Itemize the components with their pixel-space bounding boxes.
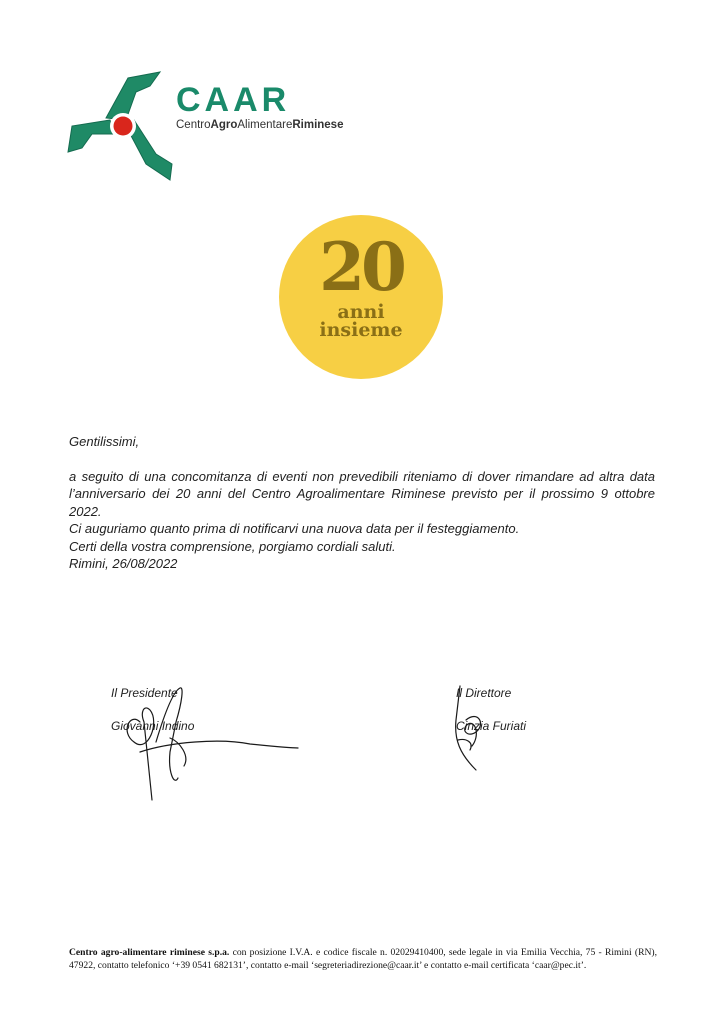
badge-line-1: anni (337, 301, 385, 323)
brand (176, 82, 343, 131)
director-signature-icon (446, 680, 506, 780)
director-name: Cinzia Furiati (456, 719, 527, 733)
footer (69, 946, 657, 972)
letter-line: 2022. (69, 503, 102, 519)
brand-subtitle (176, 119, 343, 131)
letter-line: Certi della vostra comprensione, porgiamo cordiali saluti. (69, 538, 396, 554)
president-title: Il Presidente (111, 686, 178, 700)
anniversary-badge (279, 215, 443, 379)
caar-logo-icon (66, 68, 176, 188)
letter-line: Ci auguriamo quanto prima di notificarvi una nuova data per il festeggiamento. (69, 521, 520, 536)
greeting: Gentilissimi, (69, 434, 140, 449)
brand-sub-part: Centro (176, 119, 211, 131)
letter-body (69, 433, 655, 573)
brand-sub-part: Riminese (292, 119, 344, 131)
footer-company: Centro agro-alimentare riminese s.p.a. (69, 947, 230, 958)
letter-line: a seguito di una concomitanza di eventi non prevedibili riteniamo di dover rimandare ad altra data (69, 468, 655, 484)
badge-line-2: insieme (319, 319, 403, 341)
brand-sub-part: Agro (210, 119, 238, 131)
director-title: Il Direttore (456, 686, 512, 700)
letter-line: l’anniversario dei 20 anni del Centro Agroalimentare Riminese previsto per il prossimo 9 ottobre (69, 486, 655, 501)
brand-sub-part: Alimentare (237, 119, 293, 131)
president-name: Giovanni Indino (111, 719, 195, 733)
footer-details: con posizione I.V.A. e codice fiscale n. 02029410400, sede legale in via Emilia Vecchia, 75 - Rimini (RN), 47922, contatto telefonico ‘+39 0541 682131’, contatto e-mail ‘segreteriadirezione@caar.it’ e contatto e-mail certificata ‘caar@pec.it’. (69, 947, 657, 971)
brand-name: CAAR (176, 81, 291, 119)
president-signature-icon (100, 682, 300, 802)
letter-date: Rimini, 26/08/2022 (69, 556, 178, 571)
badge-number: 20 (319, 228, 403, 306)
